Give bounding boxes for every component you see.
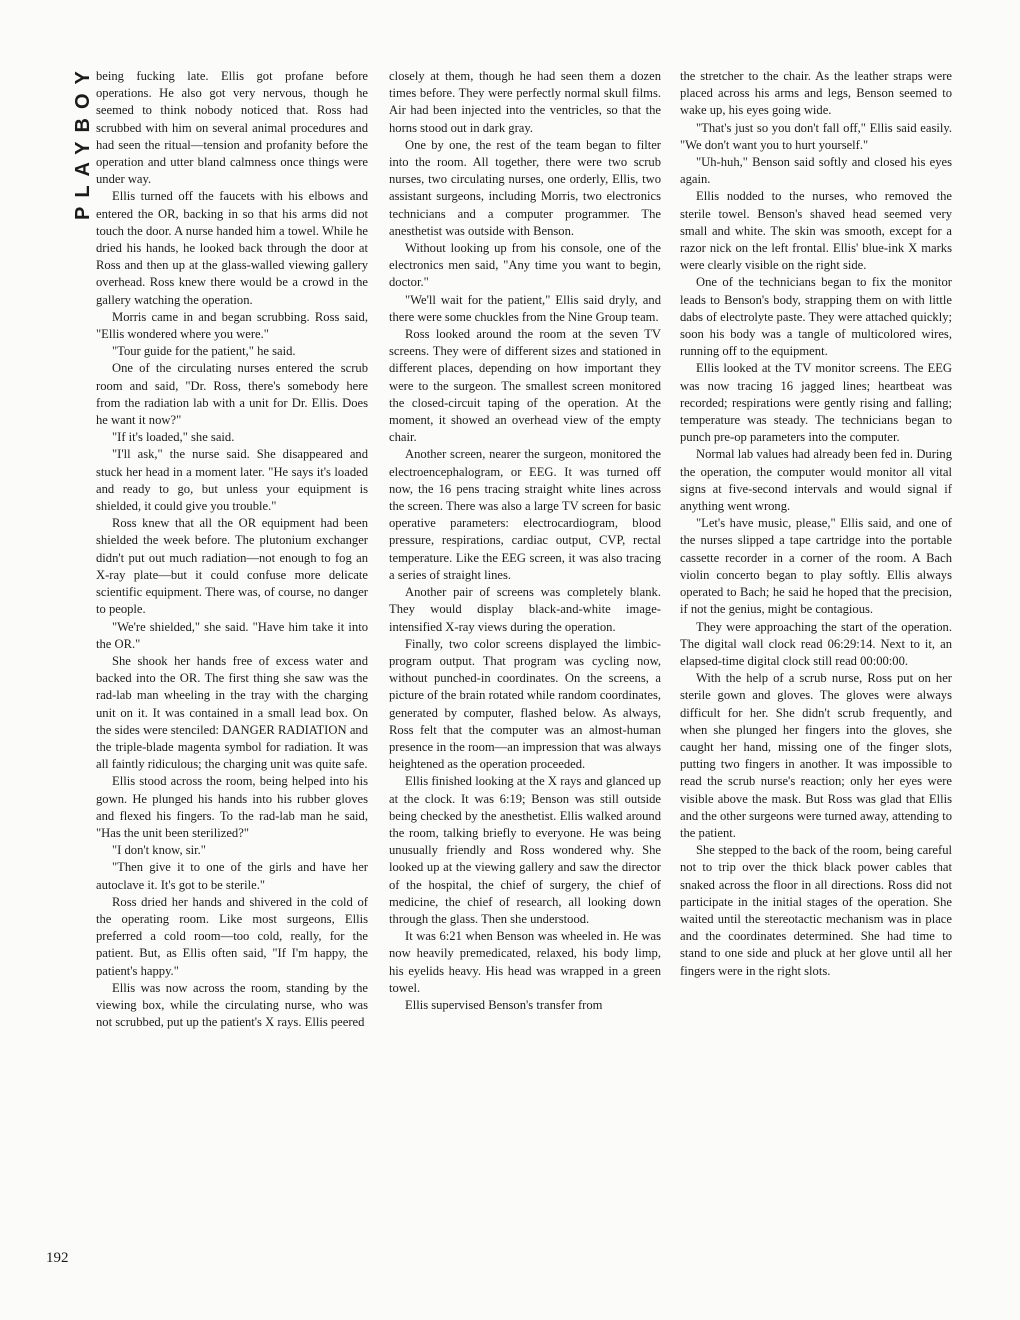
paragraph: closely at them, though he had seen them a dozen times before. They were perfectly normal skull films. Air had been injected into the ventricles, so that the horns stood out in dark gray. bbox=[389, 69, 661, 135]
paragraph: the stretcher to the chair. As the leather straps were placed across his arms and legs, Benson seemed to wake up, his eyes going wide. bbox=[680, 69, 952, 118]
paragraph: Without looking up from his console, one of the electronics men said, "Any time you want to begin, doctor." bbox=[389, 241, 661, 290]
paragraph: "Let's have music, please," Ellis said, and one of the nurses slipped a tape cartridge into the portable cassette recorder in a corner of the room. A Bach violin concerto began to play softly. Ellis always operated to Bach; he said he hoped that the precision, if not the genius, might be contagious. bbox=[680, 516, 952, 617]
paragraph: Ellis looked at the TV monitor screens. The EEG was now tracing 16 jagged lines; heartbeat was recorded; respirations were gently rising and falling; temperature was steady. The technicians began to punch pre-op parameters into the computer. bbox=[680, 361, 952, 445]
text-column-1 bbox=[96, 68, 368, 1031]
paragraph: It was 6:21 when Benson was wheeled in. He was now heavily premedicated, relaxed, his body limp, his eyelids heavy. His head was wrapped in a green towel. bbox=[389, 929, 661, 995]
paragraph: Morris came in and began scrubbing. Ross said, "Ellis wondered where you were." bbox=[96, 309, 368, 342]
paragraph: "If it's loaded," she said. bbox=[112, 430, 235, 445]
masthead-text: PLAYBOY bbox=[72, 62, 94, 220]
paragraph: "I don't know, sir." bbox=[112, 843, 206, 858]
text-column-2 bbox=[389, 68, 661, 1014]
paragraph: Ellis turned off the faucets with his elbows and entered the OR, backing in so that his arms did not touch the door. A nurse handed him a towel. While he dried his hands, he looked back through the door at Ross and then up at the glass-walled viewing gallery overhead. Ross knew there would be a crowd in the gallery watching the operation. bbox=[96, 189, 368, 307]
paragraph: Ross dried her hands and shivered in the cold of the operating room. Like most surgeons, Ellis preferred a cold room—too cold, really, for the patient. But, as Ellis often said, "If I'm happy, the patient's happy." bbox=[96, 894, 368, 978]
paragraph: One of the technicians began to fix the monitor leads to Benson's body, strapping them on with little dabs of electrolyte paste. They were attached quickly; soon his body was a tangle of multicolored wires, running off to the equipment. bbox=[680, 275, 952, 359]
paragraph: "We'll wait for the patient," Ellis said dryly, and there were some chuckles from the Nine Group team. bbox=[389, 292, 661, 324]
paragraph: Ellis was now across the room, standing by the viewing box, while the circulating nurse, who was not scrubbed, put up the patient's X rays. Ellis peered bbox=[96, 980, 368, 1030]
text-column-3 bbox=[680, 68, 952, 980]
paragraph: Finally, two color screens displayed the limbic-program output. That program was cycling now, without punched-in coordinates. On the screens, a picture of the brain rotated while random coordinates, generated by computer, flashed below. As always, Ross felt that the computer was an almost-human presence in the room—an impression that was always heightened as the operation proceeded. bbox=[389, 636, 661, 772]
paragraph: Normal lab values had already been fed in. During the operation, the computer would monitor all vital signs at five-second intervals and would signal if anything went wrong. bbox=[680, 447, 952, 514]
page-number: 192 bbox=[46, 1250, 69, 1266]
paragraph: "Then give it to one of the girls and have her autoclave it. It's got to be sterile." bbox=[96, 860, 368, 892]
paragraph: With the help of a scrub nurse, Ross put on her sterile gown and gloves. The gloves were always difficult for her. She didn't scrub frequently, and when she plunged her fingers into the gloves, she caught her hand, missing one of the finger slots, putting two fingers in another. It was impossible to read the scrub nurse's reaction; only her eyes were visible above the mask. But Ross was glad that Ellis and the other surgeons were turned away, attending to the patient. bbox=[680, 671, 952, 840]
paragraph: Ross knew that all the OR equipment had been shielded the week before. The plutonium exchanger didn't put out much radiation—not enough to fog an X-ray plate—but it could confuse more delicate scientific equipment. There was, of course, no danger to people. bbox=[96, 516, 368, 617]
paragraph: She shook her hands free of excess water and backed into the OR. The first thing she saw was the rad-lab man wheeling in the tray with the charging unit on it. It was contained in a small lead box. On the sides were stenciled: DANGER RADIATION and the triple-blade magenta symbol for radiation. It was all faintly ridiculous; the charging unit was quite safe. bbox=[96, 653, 368, 772]
paragraph: One of the circulating nurses entered the scrub room and said, "Dr. Ross, there's somebody here from the radiation lab with a unit for Dr. Ellis. Does he want it now?" bbox=[96, 361, 368, 428]
paragraph: "I'll ask," the nurse said. She disappeared and stuck her head in a moment later. "He says it's loaded and ready to go, but unless your equipment is shielded, it could give you trouble." bbox=[96, 447, 368, 514]
paragraph: Another screen, nearer the surgeon, monitored the electroencephalogram, or EEG. It was turned off now, the 16 pens tracing straight white lines across the screen. There was also a large TV screen for basic operative parameters: electrocardiogram, blood pressure, respirations, cardiac output, CVP, rectal temperature. Like the EEG screen, it was also tracing a series of straight lines. bbox=[389, 447, 661, 582]
paragraph: Ellis stood across the room, being helped into his gown. He plunged his hands into his rubber gloves and flexed his fingers. To the rad-lab man he said, "Has the unit been sterilized?" bbox=[96, 774, 368, 840]
paragraph: She stepped to the back of the room, being careful not to trip over the thick black power cables that snaked across the floor in all directions. Ross did not participate in the initial stages of the operation. She waited until the stereotactic mechanism was in place and the coordinates determined. She had time to stand to one side and pluck at her glove until all her fingers were in the right slots. bbox=[680, 843, 952, 978]
paragraph: Ellis supervised Benson's transfer from bbox=[405, 997, 603, 1012]
paragraph: They were approaching the start of the operation. The digital wall clock read 06:29:14. Next to it, an elapsed-time digital clock still read 00:00:00. bbox=[680, 619, 952, 668]
paragraph: Another pair of screens was completely blank. They would display black-and-white image-intensified X-ray views during the operation. bbox=[389, 585, 661, 634]
playboy-masthead bbox=[44, 62, 94, 220]
paragraph: being fucking late. Ellis got profane before operations. He also got very nervous, though he seemed to think nobody noticed that. Ross had scrubbed with him on several animal procedures and had seen the ritual—tension and profanity before the operation and utter bland calmness once things were under way. bbox=[96, 69, 368, 187]
paragraph: Ellis nodded to the nurses, who removed the sterile towel. Benson's shaved head seemed very small and white. The skin was smooth, except for a razor nick on the left frontal. Ellis' blue-ink X marks were clearly visible on the right side. bbox=[680, 189, 952, 273]
paragraph: Ross looked around the room at the seven TV screens. They were of different sizes and stationed in different places, depending on how important they were to the surgeon. The smallest screen monitored the closed-circuit taping of the operation. At the moment, it showed an overhead view of the empty chair. bbox=[389, 327, 661, 445]
paragraph: "We're shielded," she said. "Have him take it into the OR." bbox=[96, 619, 368, 651]
paragraph: One by one, the rest of the team began to filter into the room. All together, there were two scrub nurses, two circulating nurses, one orderly, Ellis, two assistant surgeons, including Morris, two electronics technicians and a computer programmer. The anesthetist was outside with Benson. bbox=[389, 137, 661, 238]
paragraph: "Tour guide for the patient," he said. bbox=[112, 344, 296, 359]
paragraph: "That's just so you don't fall off," Ellis said easily. "We don't want you to hurt yourself." bbox=[680, 120, 952, 152]
paragraph: "Uh-huh," Benson said softly and closed his eyes again. bbox=[680, 155, 952, 187]
paragraph: Ellis finished looking at the X rays and glanced up at the clock. It was 6:19; Benson was still outside being checked by the anesthetist. Ellis walked around the room, talking briefly to everyone. He was being unusually friendly and Ross wondered why. She looked up at the viewing gallery and saw the director of the hospital, the chief of surgery, the chief of medicine, the chief of research, all looking down through the glass. Then she understood. bbox=[389, 774, 661, 926]
